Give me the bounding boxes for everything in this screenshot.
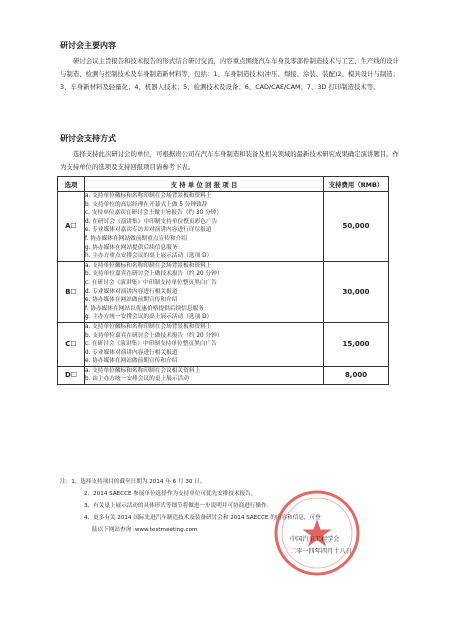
signature-block [290, 534, 352, 558]
option-a-fee: 50,000 [324, 192, 389, 262]
list-item: e. 协办媒体在网站做前期宣传和介绍 [85, 297, 178, 304]
header-items: 支 持 单 位 回 报 项 目 [85, 177, 324, 192]
option-c-items [85, 322, 324, 366]
list-item: a. 支持单位徽标和名称印制在会议相关资料上 [85, 367, 201, 374]
option-d-items [85, 366, 324, 384]
table-row [58, 192, 389, 262]
header-fee: 支持费用（RMB） [324, 177, 389, 192]
list-item: d. 专业媒体对演讲内容进行相关报道 [85, 288, 178, 295]
option-b-fee: 30,000 [324, 261, 389, 322]
signature-org: 中国汽车工程学会 [290, 536, 340, 543]
list-item: a. 支持单位徽标和名称印制在会场背景板和资料上 [85, 193, 212, 199]
list-item: c. 支持单位嘉宾在研讨会上做主旨报告（约 30 分钟） [85, 210, 223, 217]
table-header-row [58, 177, 389, 192]
list-item: b. 支持单位的高层经理在开幕式上做 5 分钟致辞 [85, 201, 208, 208]
option-a-items [85, 192, 324, 262]
list-item: g. 协办媒体在网站提供后续信息服务 [85, 244, 178, 251]
option-b-items [85, 261, 324, 322]
list-item: a. 支持单位徽标和名称印制在会场背景板和资料上 [85, 323, 212, 330]
list-item: g. 主办方统一安排会议的桌上展示活动（选项 D） [85, 314, 213, 321]
option-a-checkbox[interactable]: A☐ [58, 192, 85, 262]
list-item: e. 专业媒体对嘉宾专访并对演讲内容进行详尽报道 [85, 227, 212, 234]
note-4: 4、更多有关 2014 国际先进汽车制造技术及装备研讨会和 2014 SAECCE 的内容和信息，可登 [84, 515, 321, 521]
option-d-checkbox[interactable]: D☐ [58, 366, 85, 384]
note-1: 注：1、选择支持项目的截至日期为 2014 年 6 月 30 日。 [60, 479, 206, 485]
list-item: c. 在研讨会《演讲集》中印制支持单位整页黑白广告 [85, 279, 217, 286]
main-content-paragraph: 研讨会议主旨报告和技术报告的形式结合研讨交流，内容重点围绕汽车车身及零部件制造技术与工艺、生产线的设计与制造、检测与控制技术及车身制造新材料等，包括：1、车身制造技术(冲压、焊接、涂装、装配)2、模具设计与制造；3、车身新材料及轻量化；4、机器人技术；5、检测技术及设备；6、CAD/CAE/CAM；7、3D 打印制造技术等。 [60, 57, 400, 91]
list-item: b. 由主办方统一安排会议的桌上展示活动 [85, 376, 189, 383]
option-c-checkbox[interactable]: C☐ [58, 322, 85, 366]
list-item: f. 协办媒体在网站以优惠价格提供后续信息服务 [85, 305, 204, 312]
table-row [58, 366, 389, 384]
header-option: 选项 [58, 177, 85, 192]
signature-date: 二零一四年四月十八日 [290, 548, 352, 555]
note-3: 3、有关桌上展示活动的具体形式等细节将做进一步说明并可协商进行操作。 [84, 503, 273, 509]
support-options-table [57, 176, 389, 385]
note-4-continued: 陆以下网站查询 :www.testmeeting.com [92, 527, 198, 533]
list-item: e. 协办媒体在网站做前期宣传和介绍 [85, 358, 178, 365]
list-item: c. 在研讨会《演讲集》中印制支持单位整页黑白广告 [85, 341, 217, 348]
list-item: f. 协办媒体在网站做前期重点宣传和介绍 [85, 235, 187, 242]
option-b-checkbox[interactable]: B☐ [58, 261, 85, 322]
list-item: h. 主办方重点安排会议的桌上展示活动（选项 D） [85, 253, 213, 260]
option-d-fee: 8,000 [324, 366, 389, 384]
section-heading-support-mode: 研讨会支持方式 [60, 134, 116, 143]
note-2: 2、2014 SAECCE 参展单位选择作为支持单位可优先安排技术报告。 [84, 491, 257, 497]
table-row [58, 322, 389, 366]
official-seal-icon [272, 488, 362, 578]
table-row [58, 261, 389, 322]
list-item: d. 在研讨会《演讲集》中印制支持单位整页彩色广告 [85, 218, 218, 225]
option-c-fee: 15,000 [324, 322, 389, 366]
list-item: b. 支持单位嘉宾在研讨会上做技术报告（约 20 分钟） [85, 332, 223, 339]
list-item: d. 专业媒体对演讲内容进行相关报道 [85, 349, 178, 356]
list-item: b. 支持单位嘉宾在研讨会上做技术报告（约 20 分钟） [85, 271, 223, 278]
support-mode-paragraph: 选择支持此次研讨会的单位，可根据贵公司在汽车车身制造和装备及相关领域的最新技术研究成果确定演讲题目。作为支持单位的选项及支持回报项目请参考下表。 [60, 150, 399, 171]
list-item: a. 支持单位徽标和名称印制在会场背景板和资料上 [85, 262, 212, 269]
section-heading-main-content: 研讨会主要内容 [60, 41, 116, 50]
